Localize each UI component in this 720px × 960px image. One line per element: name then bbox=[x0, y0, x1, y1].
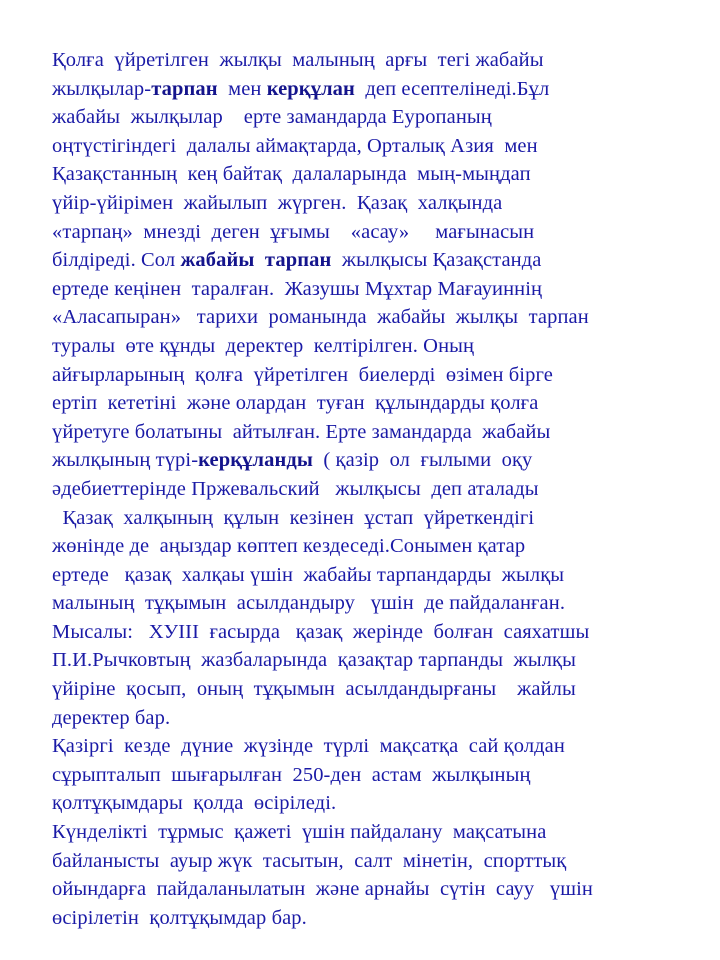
text-run: өсірілетін қолтұқымдар бар. bbox=[52, 906, 307, 929]
text-run: айғырларының қолға үйретілген биелерді өзімен бірге bbox=[52, 363, 553, 386]
bold-term: керқұланды bbox=[198, 449, 313, 472]
text-line bbox=[52, 189, 680, 218]
text-run: білдіреді. Сол bbox=[52, 249, 181, 272]
text-line bbox=[52, 818, 680, 847]
text-line bbox=[52, 46, 680, 75]
text-line bbox=[52, 361, 680, 390]
text-line bbox=[52, 675, 680, 704]
bold-term: керқұлан bbox=[266, 77, 355, 100]
text-run: жылқысы Қазақстанда bbox=[331, 249, 542, 272]
bold-term: тарпан bbox=[151, 77, 218, 100]
text-line bbox=[52, 761, 680, 790]
text-line bbox=[52, 332, 680, 361]
text-run: қолтұқымдары қолда өсіріледі. bbox=[52, 792, 337, 815]
text-line bbox=[52, 561, 680, 590]
text-line bbox=[52, 847, 680, 876]
text-run: әдебиеттерінде Пржевальский жылқысы деп аталады bbox=[52, 477, 539, 500]
text-line bbox=[52, 160, 680, 189]
text-run: туралы өте құнды деректер келтірілген. Оның bbox=[52, 334, 475, 357]
document-body bbox=[52, 46, 680, 932]
text-run: сұрыпталып шығарылған 250-ден астам жылқының bbox=[52, 763, 531, 786]
text-line bbox=[52, 618, 680, 647]
text-run: деп есептелінеді.Бұл bbox=[354, 77, 550, 100]
text-line bbox=[52, 504, 680, 533]
text-line bbox=[52, 303, 680, 332]
text-run: «Аласапыран» тарихи романында жабайы жылқы тарпан bbox=[52, 306, 589, 329]
text-line bbox=[52, 446, 680, 475]
text-line bbox=[52, 389, 680, 418]
text-run: ертеде қазақ халқаы үшін жабайы тарпандарды жылқы bbox=[52, 563, 565, 586]
text-run: Мысалы: ХУІІІ ғасырда қазақ жерінде болған саяхатшы bbox=[52, 620, 590, 643]
text-line bbox=[52, 418, 680, 447]
text-run: жылқылар- bbox=[52, 77, 152, 100]
text-run: ертеде кеңінен таралған. Жазушы Мұхтар Мағауиннің bbox=[52, 277, 543, 300]
text-line bbox=[52, 75, 680, 104]
text-run: мен bbox=[217, 77, 267, 100]
text-run: П.И.Рычковтың жазбаларында қазақтар тарпанды жылқы bbox=[52, 649, 576, 672]
text-run: үйретуге болатыны айтылған. Ерте замандарда жабайы bbox=[52, 420, 551, 443]
text-run: ( қазір ол ғылыми оқу bbox=[312, 449, 533, 472]
text-run: Қазіргі кезде дүние жүзінде түрлі мақсатқа сай қолдан bbox=[52, 735, 565, 758]
text-run: оңтүстігіндегі далалы аймақтарда, Орталық Азия мен bbox=[52, 134, 538, 157]
text-line bbox=[52, 646, 680, 675]
text-line bbox=[52, 904, 680, 933]
text-line bbox=[52, 532, 680, 561]
text-line bbox=[52, 246, 680, 275]
text-run: малының тұқымын асылдандыру үшін де пайдаланған. bbox=[52, 592, 566, 615]
text-run: деректер бар. bbox=[52, 706, 171, 729]
text-run: Күнделікті тұрмыс қажеті үшін пайдалану мақсатына bbox=[52, 821, 547, 844]
text-run: үйіріне қосып, оның тұқымын асылдандырғаны жайлы bbox=[52, 678, 576, 701]
text-line bbox=[52, 218, 680, 247]
text-line bbox=[52, 103, 680, 132]
bold-term: жабайы тарпан bbox=[180, 249, 332, 272]
text-run: ойындарға пайдаланылатын және арнайы сүтін сауу үшін bbox=[52, 878, 593, 901]
text-run: ертіп кететіні және олардан туған құлындарды қолға bbox=[52, 392, 539, 415]
text-line bbox=[52, 875, 680, 904]
text-line bbox=[52, 589, 680, 618]
text-line bbox=[52, 132, 680, 161]
text-run: жөнінде де аңыздар көптеп кездеседі.Сонымен қатар bbox=[52, 535, 526, 558]
text-line bbox=[52, 475, 680, 504]
text-line bbox=[52, 789, 680, 818]
text-run: жылқының түрі- bbox=[52, 449, 199, 472]
text-run: «тарпаң» мнезді деген ұғымы «асау» мағынасын bbox=[52, 220, 535, 243]
text-run: Қазақстанның кең байтақ далаларында мың-мыңдап bbox=[52, 163, 531, 186]
text-run: Қолға үйретілген жылқы малының арғы тегі жабайы bbox=[52, 49, 544, 71]
text-run: үйір-үйірімен жайылып жүрген. Қазақ халқында bbox=[52, 191, 503, 214]
text-run: Қазақ халқының құлын кезінен ұстап үйреткендігі bbox=[52, 506, 535, 529]
text-line bbox=[52, 704, 680, 733]
text-run: жабайы жылқылар ерте замандарда Еуропаның bbox=[52, 106, 492, 129]
text-run: байланысты ауыр жүк тасытын, салт мінетін, спорттық bbox=[52, 849, 567, 872]
text-line bbox=[52, 275, 680, 304]
text-line bbox=[52, 732, 680, 761]
